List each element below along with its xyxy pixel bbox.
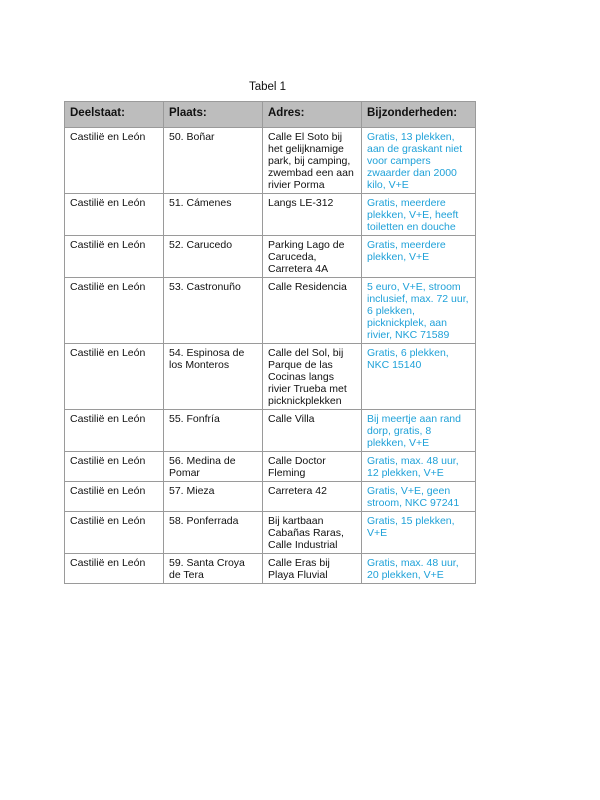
cell-bijzonderheden: Gratis, 6 plekken, NKC 15140 [362, 344, 476, 410]
cell-deelstaat: Castilië en León [65, 278, 164, 344]
cell-plaats: 55. Fonfría [164, 410, 263, 452]
table-row [65, 452, 476, 482]
cell-adres: Carretera 42 [263, 482, 362, 512]
cell-bijzonderheden: Gratis, 13 plekken, aan de graskant niet voor campers zwaarder dan 2000 kilo, V+E [362, 128, 476, 194]
cell-adres: Calle Villa [263, 410, 362, 452]
table-row [65, 236, 476, 278]
cell-plaats: 58. Ponferrada [164, 512, 263, 554]
cell-deelstaat: Castilië en León [65, 452, 164, 482]
cell-adres: Bij kartbaan Cabañas Raras, Calle Industrial [263, 512, 362, 554]
cell-adres: Parking Lago de Caruceda, Carretera 4A [263, 236, 362, 278]
table-row [65, 554, 476, 584]
cell-plaats: 53. Castronuño [164, 278, 263, 344]
cell-adres: Langs LE-312 [263, 194, 362, 236]
table-row [65, 482, 476, 512]
cell-bijzonderheden: Gratis, max. 48 uur, 20 plekken, V+E [362, 554, 476, 584]
table-row [65, 344, 476, 410]
cell-deelstaat: Castilië en León [65, 512, 164, 554]
cell-bijzonderheden: Gratis, 15 plekken, V+E [362, 512, 476, 554]
cell-plaats: 57. Mieza [164, 482, 263, 512]
header-deelstaat: Deelstaat: [65, 102, 164, 128]
cell-bijzonderheden: 5 euro, V+E, stroom inclusief, max. 72 uur, 6 plekken, picknickplek, aan rivier, NKC 71589 [362, 278, 476, 344]
table-row [65, 128, 476, 194]
header-plaats: Plaats: [164, 102, 263, 128]
cell-plaats: 50. Boñar [164, 128, 263, 194]
cell-adres: Calle Residencia [263, 278, 362, 344]
cell-plaats: 52. Carucedo [164, 236, 263, 278]
cell-deelstaat: Castilië en León [65, 554, 164, 584]
table-row [65, 194, 476, 236]
cell-adres: Calle Doctor Fleming [263, 452, 362, 482]
cell-adres: Calle del Sol, bij Parque de las Cocinas langs rivier Trueba met picknickplekken [263, 344, 362, 410]
cell-deelstaat: Castilië en León [65, 344, 164, 410]
table-header-row [65, 102, 476, 128]
cell-adres: Calle El Soto bij het gelijknamige park, bij camping, zwembad een aan rivier Porma [263, 128, 362, 194]
cell-plaats: 54. Espinosa de los Monteros [164, 344, 263, 410]
cell-plaats: 51. Cámenes [164, 194, 263, 236]
table-row [65, 278, 476, 344]
cell-deelstaat: Castilië en León [65, 482, 164, 512]
cell-deelstaat: Castilië en León [65, 194, 164, 236]
header-adres: Adres: [263, 102, 362, 128]
camper-locations-table [64, 101, 476, 584]
cell-bijzonderheden: Gratis, max. 48 uur, 12 plekken, V+E [362, 452, 476, 482]
cell-plaats: 56. Medina de Pomar [164, 452, 263, 482]
cell-adres: Calle Eras bij Playa Fluvial [263, 554, 362, 584]
header-bijzonderheden: Bijzonderheden: [362, 102, 476, 128]
cell-deelstaat: Castilië en León [65, 410, 164, 452]
table-caption: Tabel 1 [248, 81, 287, 93]
table-row [65, 512, 476, 554]
cell-bijzonderheden: Gratis, meerdere plekken, V+E [362, 236, 476, 278]
cell-bijzonderheden: Bij meertje aan rand dorp, gratis, 8 plekken, V+E [362, 410, 476, 452]
table-row [65, 410, 476, 452]
cell-deelstaat: Castilië en León [65, 236, 164, 278]
cell-bijzonderheden: Gratis, V+E, geen stroom, NKC 97241 [362, 482, 476, 512]
cell-plaats: 59. Santa Croya de Tera [164, 554, 263, 584]
cell-bijzonderheden: Gratis, meerdere plekken, V+E, heeft toiletten en douche [362, 194, 476, 236]
cell-deelstaat: Castilië en León [65, 128, 164, 194]
